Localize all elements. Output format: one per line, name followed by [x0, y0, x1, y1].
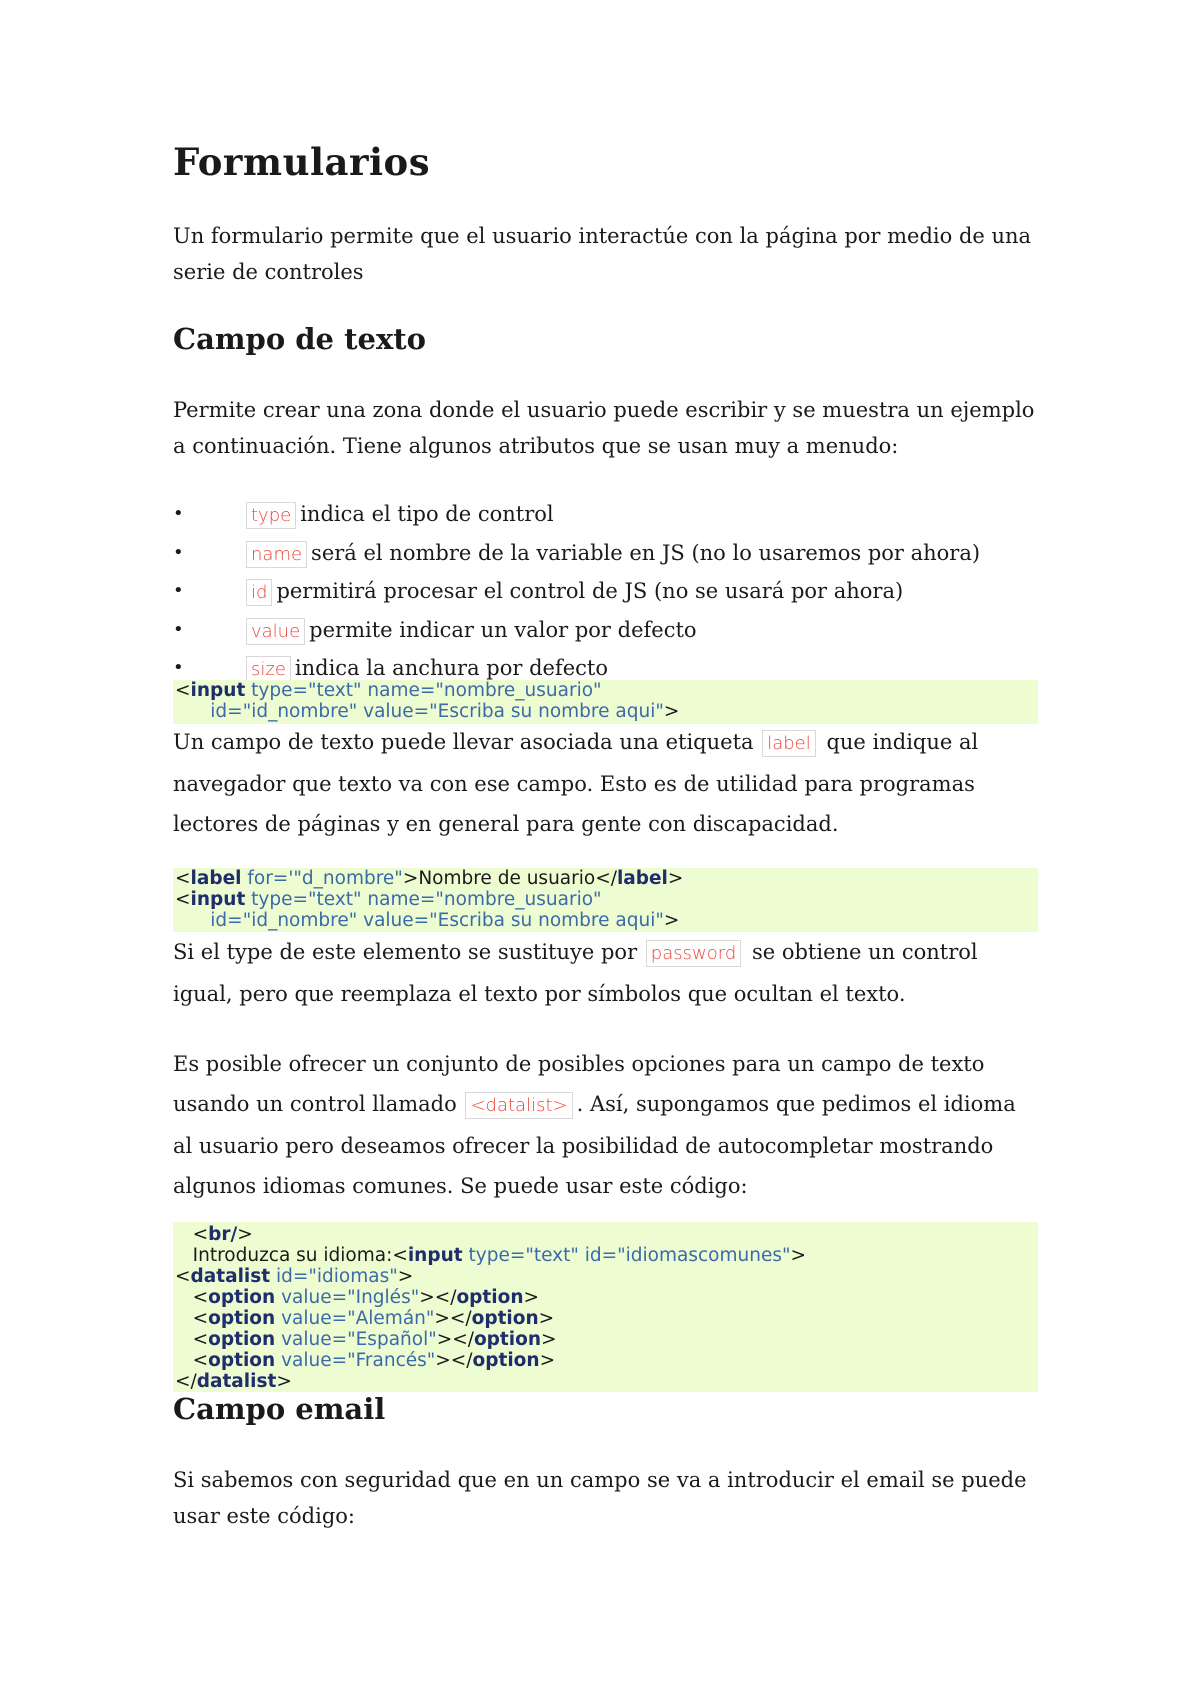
inline-code: label: [762, 730, 816, 757]
list-item: [173, 612, 1038, 651]
bullet-icon: •: [173, 657, 184, 678]
section-heading-campo-email: Campo email: [173, 1392, 386, 1426]
code-block-input: <input type="text" name="nombre_usuario" id="id_nombre" value="Escriba su nombre aqui">: [173, 680, 1038, 724]
inline-code: id: [246, 579, 272, 606]
code-block-label: <label for='"d_nombre">Nombre de usuario</label> <input type="text" name="nombre_usuario" id="id_nombre" value="Escriba su nombre aqui">: [173, 868, 1038, 932]
password-paragraph: Si el type de este elemento se sustituye por password se obtiene un control igual, pero que reemplaza el texto por símbolos que ocultan el texto.: [173, 940, 978, 1006]
campo-texto-paragraph: Permite crear una zona donde el usuario puede escribir y se muestra un ejemplo a continuación. Tiene algunos atributos que se usan muy a menudo:: [173, 398, 1035, 458]
intro-paragraph: Un formulario permite que el usuario interactúe con la página por medio de una serie de controles: [173, 224, 1032, 284]
bullet-icon: •: [173, 541, 184, 563]
list-item: [173, 535, 1038, 574]
code-block-datalist: <br/> Introduzca su idioma:<input type="text" id="idiomascomunes"> <datalist id="idiomas"> <option value="Inglés"></option> <option value="Alemán"></option> <option value="Español"></option> <option value="Francés"></option> </datalist>: [173, 1222, 1038, 1392]
bullet-icon: •: [173, 580, 184, 601]
inline-code: name: [246, 541, 307, 568]
page-title: Formularios: [173, 140, 431, 184]
inline-code: <datalist>: [465, 1092, 572, 1119]
campo-email-paragraph: Si sabemos con seguridad que en un campo se va a introducir el email se puede usar este código:: [173, 1468, 1027, 1528]
datalist-paragraph: Es posible ofrecer un conjunto de posibles opciones para un campo de texto usando un control llamado <datalist> . Así, supongamos que pedimos el idioma al usuario pero deseamos ofrecer la posibilidad de autocompletar mostrando algunos idiomas comunes. Se puede usar este código:: [173, 1052, 1016, 1198]
inline-code: password: [646, 940, 741, 967]
list-item: [173, 573, 1038, 612]
bullet-icon: •: [173, 618, 184, 640]
label-paragraph: Un campo de texto puede llevar asociada una etiqueta label que indique al navegador que texto va con ese campo. Esto es de utilidad para programas lectores de páginas y en general para gente con discapacidad.: [173, 730, 979, 836]
attribute-list: [173, 496, 1038, 689]
section-heading-campo-de-texto: Campo de texto: [173, 322, 426, 356]
list-item-text: será el nombre de la variable en JS (no lo usaremos por ahora): [311, 540, 981, 565]
list-item-text: permitirá procesar el control de JS (no se usará por ahora): [276, 579, 904, 603]
bullet-icon: •: [173, 503, 184, 524]
inline-code: type: [246, 502, 296, 529]
list-item-text: indica la anchura por defecto: [294, 656, 608, 680]
inline-code: size: [246, 656, 291, 683]
list-item: [173, 496, 1038, 535]
list-item-text: permite indicar un valor por defecto: [309, 617, 697, 642]
inline-code: value: [246, 618, 305, 645]
list-item-text: indica el tipo de control: [300, 502, 554, 526]
